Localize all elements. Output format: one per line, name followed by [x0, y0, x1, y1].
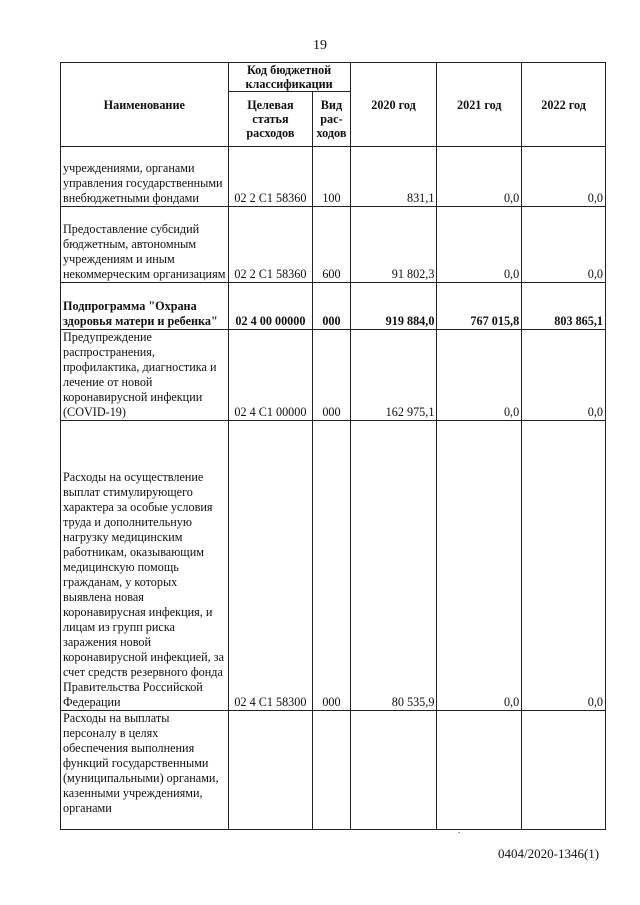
row-name: Предупреждение распространения, профилактика, диагностика и лечение от новой коронавирусной инфекции (COVID-19)	[61, 330, 229, 421]
row-2022: 0,0	[522, 147, 606, 207]
row-type: 000	[313, 421, 350, 711]
row-2021: 0,0	[437, 330, 522, 421]
row-2020: 919 884,0	[350, 283, 437, 330]
row-2022	[522, 711, 606, 830]
row-2021: 767 015,8	[437, 283, 522, 330]
header-code-group: Код бюджетной классификации	[228, 63, 350, 92]
row-code	[228, 711, 313, 830]
row-code: 02 4 C1 58300	[228, 421, 313, 711]
row-type: 600	[313, 207, 350, 283]
row-2021: 0,0	[437, 147, 522, 207]
row-2020: 80 535,9	[350, 421, 437, 711]
table-row	[61, 283, 606, 330]
row-2021	[437, 711, 522, 830]
table-row	[61, 207, 606, 283]
row-type: 100	[313, 147, 350, 207]
header-name: Наименование	[61, 63, 229, 147]
table-row	[61, 711, 606, 830]
row-2022: 803 865,1	[522, 283, 606, 330]
row-type: 000	[313, 283, 350, 330]
row-code: 02 4 00 00000	[228, 283, 313, 330]
table-row	[61, 330, 606, 421]
row-2022: 0,0	[522, 421, 606, 711]
header-2021: 2021 год	[437, 63, 522, 147]
row-type	[313, 711, 350, 830]
row-2020: 162 975,1	[350, 330, 437, 421]
row-2021: 0,0	[437, 421, 522, 711]
row-name: Подпрограмма "Охрана здоровья матери и ребенка"	[61, 283, 229, 330]
row-2021: 0,0	[437, 207, 522, 283]
budget-table	[60, 62, 606, 830]
row-2020: 831,1	[350, 147, 437, 207]
header-expense-type: Вид рас- ходов	[313, 92, 350, 147]
row-2022: 0,0	[522, 207, 606, 283]
row-name: учреждениями, органами управления государственными внебюджетными фондами	[61, 147, 229, 207]
scan-speck	[458, 832, 460, 833]
table-row	[61, 421, 606, 711]
row-2020	[350, 711, 437, 830]
table-header	[61, 63, 606, 147]
row-2022: 0,0	[522, 330, 606, 421]
header-target-article: Целевая статья расходов	[228, 92, 313, 147]
row-type: 000	[313, 330, 350, 421]
header-2022: 2022 год	[522, 63, 606, 147]
document-number: 0404/2020-1346(1)	[498, 846, 600, 861]
row-name: Расходы на выплаты персоналу в целях обеспечения выполнения функций государственными (муниципальными) органами, казенными учреждениями, органами	[61, 711, 229, 830]
row-code: 02 2 C1 58360	[228, 207, 313, 283]
row-name: Предоставление субсидий бюджетным, автономным учреждениям и иным некоммерческим организациям	[61, 207, 229, 283]
table-body	[61, 147, 606, 830]
page-number: 19	[313, 38, 327, 53]
row-name: Расходы на осуществление выплат стимулирующего характера за особые условия труда и дополнительную нагрузку медицинским работникам, оказывающим медицинскую помощь гражданам, у которых выявлена новая коронавирусная инфекция, и лицам из групп риска заражения новой коронавирусной инфекцией, за счет средств резервного фонда Правительства Российской Федерации	[61, 421, 229, 711]
row-code: 02 4 C1 00000	[228, 330, 313, 421]
row-2020: 91 802,3	[350, 207, 437, 283]
table-row	[61, 147, 606, 207]
row-code: 02 2 C1 58360	[228, 147, 313, 207]
header-2020: 2020 год	[350, 63, 437, 147]
